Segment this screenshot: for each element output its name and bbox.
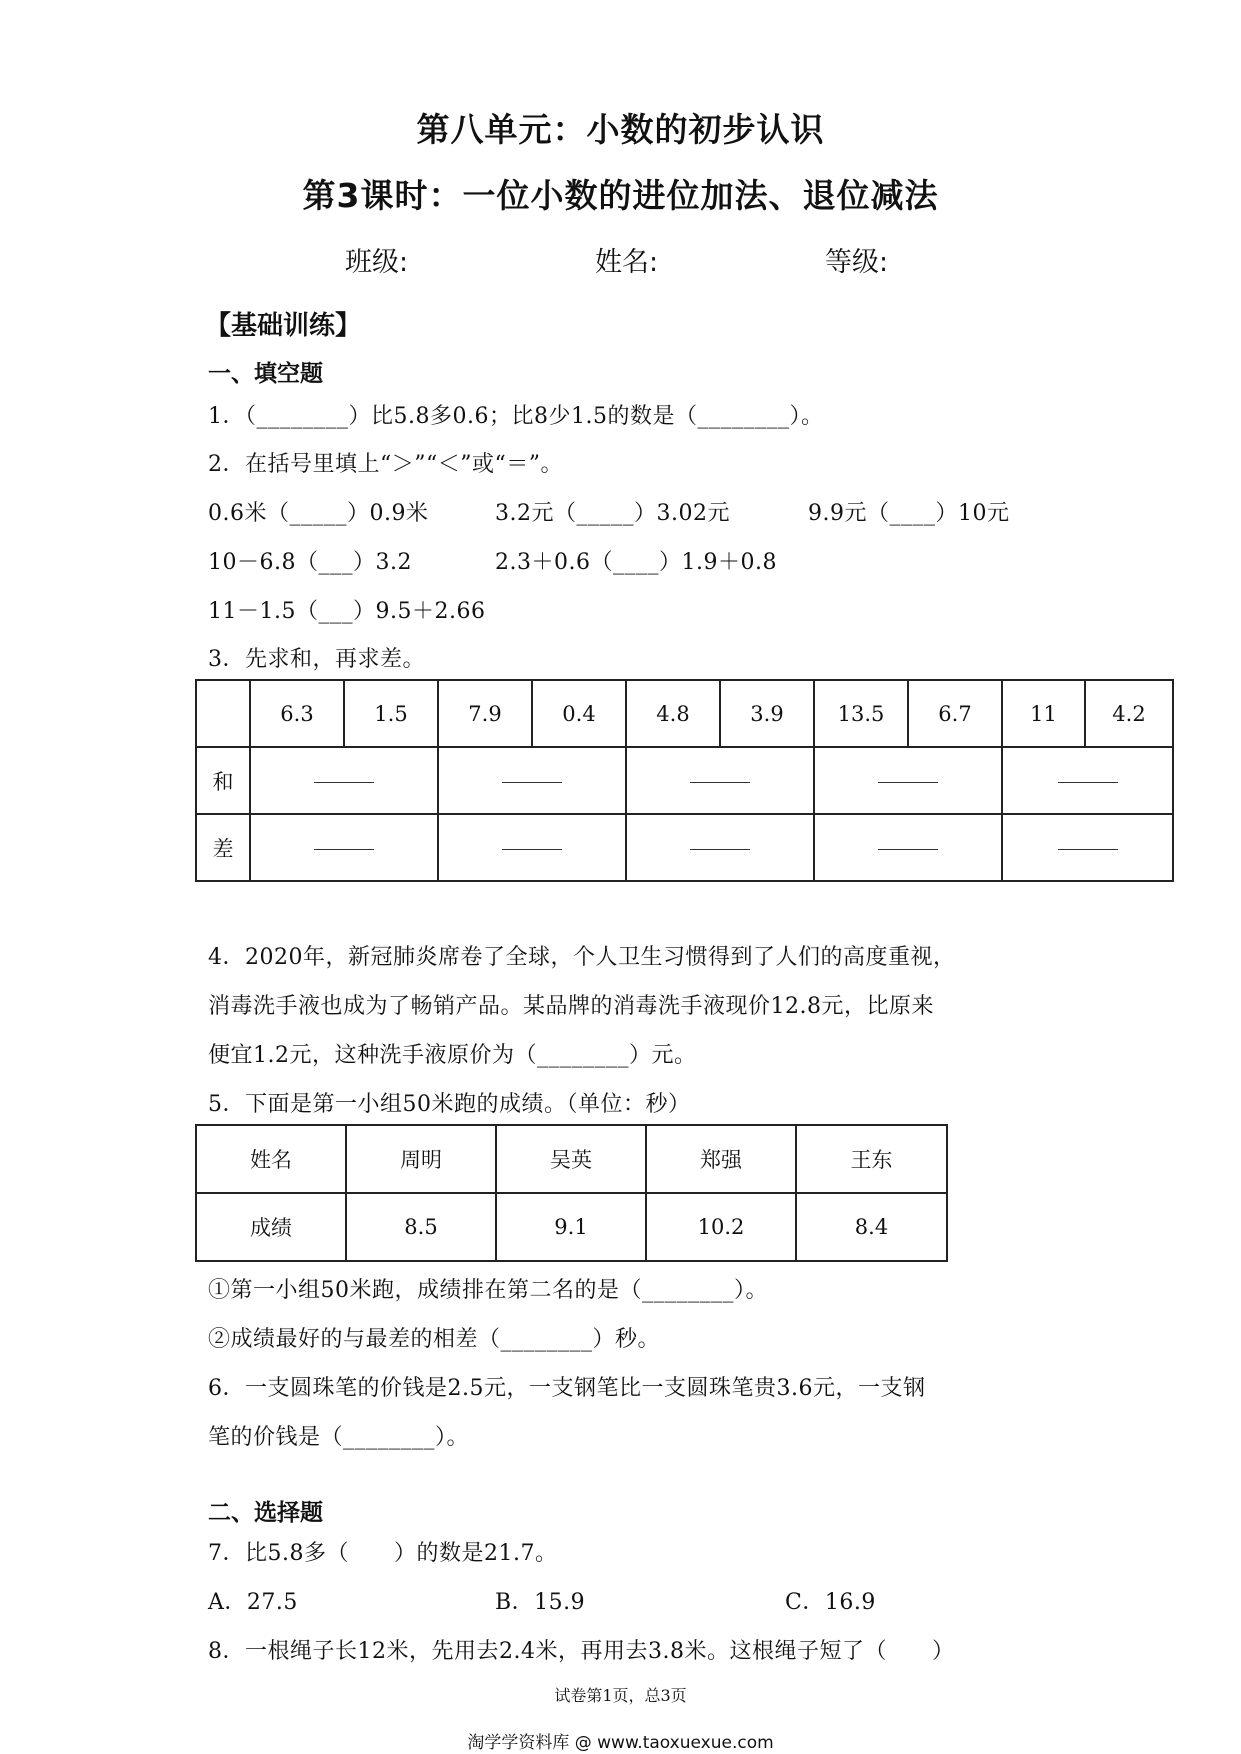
lesson-title: 第3课时：一位小数的进位加法、退位减法 <box>302 176 939 215</box>
question-5-sub-2: ②成绩最好的与最差的相差（________）秒。 <box>208 1327 661 1352</box>
answer-blank <box>502 849 562 850</box>
row-label-score: 成绩 <box>196 1193 346 1261</box>
compare-item-5: 2.3＋0.6（____）1.9＋0.8 <box>495 550 777 575</box>
compare-item-4: 10－6.8（___）3.2 <box>208 550 412 575</box>
header-cell-name: 姓名 <box>196 1125 346 1193</box>
page-title: 第八单元：小数的初步认识 <box>416 110 825 149</box>
number-cell: 11 <box>1002 680 1085 747</box>
score-cell: 8.5 <box>346 1193 496 1261</box>
answer-blank <box>690 849 750 850</box>
table-corner-cell <box>196 680 250 747</box>
score-cell: 8.4 <box>796 1193 947 1261</box>
number-cell: 0.4 <box>532 680 626 747</box>
number-cell: 4.8 <box>626 680 720 747</box>
option-a[interactable]: A．27.5 <box>208 1590 298 1615</box>
sum-label: 和 <box>196 747 250 814</box>
answer-blank <box>1058 782 1118 783</box>
sum-answer-cell[interactable] <box>438 747 626 814</box>
difference-answer-cell[interactable] <box>1002 814 1173 881</box>
running-results-table <box>195 1124 948 1262</box>
number-cell: 1.5 <box>344 680 438 747</box>
header-cell: 周明 <box>346 1125 496 1193</box>
question-4-line-2: 消毒洗手液也成为了畅销产品。某品牌的消毒洗手液现价12.8元，比原来 <box>208 994 934 1019</box>
compare-item-6: 11－1.5（___）9.5＋2.66 <box>208 599 486 624</box>
question-4-line-1: 4．2020年，新冠肺炎席卷了全球，个人卫生习惯得到了人们的高度重视， <box>208 945 956 970</box>
number-cell: 7.9 <box>438 680 532 747</box>
answer-blank <box>878 849 938 850</box>
question-6-line-1: 6．一支圆珠笔的价钱是2.5元，一支钢笔比一支圆珠笔贵3.6元，一支钢 <box>208 1376 926 1401</box>
answer-blank <box>690 782 750 783</box>
sum-answer-cell[interactable] <box>814 747 1002 814</box>
option-b[interactable]: B．15.9 <box>495 1590 586 1615</box>
part1-title: 一、填空题 <box>208 361 323 387</box>
compare-item-3: 9.9元（____）10元 <box>808 501 1010 526</box>
question-8: 8．一根绳子长12米，先用去2.4米，再用去3.8米。这根绳子短了（ ） <box>208 1639 955 1664</box>
difference-answer-cell[interactable] <box>438 814 626 881</box>
grade-label: 等级: <box>825 247 889 278</box>
class-label: 班级: <box>345 247 409 278</box>
section-basic-training: 【基础训练】 <box>205 311 362 341</box>
number-cell: 3.9 <box>720 680 814 747</box>
number-cell: 13.5 <box>814 680 908 747</box>
sum-difference-table <box>195 679 1174 882</box>
number-cell: 6.3 <box>250 680 344 747</box>
compare-item-1: 0.6米（_____）0.9米 <box>208 501 429 526</box>
watermark: 淘学学资料库 @ www.taoxuexue.com <box>467 1733 774 1753</box>
difference-answer-cell[interactable] <box>814 814 1002 881</box>
question-5-sub-1: ①第一小组50米跑，成绩排在第二名的是（________）。 <box>208 1278 768 1303</box>
question-6-line-2: 笔的价钱是（________）。 <box>208 1425 470 1450</box>
answer-blank <box>502 782 562 783</box>
page-footer: 试卷第1页，总3页 <box>554 1686 687 1705</box>
difference-answer-cell[interactable] <box>250 814 438 881</box>
option-c[interactable]: C．16.9 <box>785 1590 876 1615</box>
sum-answer-cell[interactable] <box>1002 747 1173 814</box>
number-cell: 4.2 <box>1085 680 1173 747</box>
number-cell: 6.7 <box>908 680 1002 747</box>
question-2: 2．在括号里填上“＞”“＜”或“＝”。 <box>208 452 563 477</box>
question-5: 5．下面是第一小组50米跑的成绩。（单位：秒） <box>208 1092 691 1117</box>
question-1: 1．（________）比5.8多0.6；比8少1.5的数是（________）。 <box>208 404 824 429</box>
part2-title: 二、选择题 <box>208 1500 323 1526</box>
header-cell: 吴英 <box>496 1125 646 1193</box>
question-3: 3．先求和，再求差。 <box>208 647 425 672</box>
score-cell: 9.1 <box>496 1193 646 1261</box>
answer-blank <box>878 782 938 783</box>
sum-answer-cell[interactable] <box>250 747 438 814</box>
answer-blank <box>1058 849 1118 850</box>
score-cell: 10.2 <box>646 1193 796 1261</box>
header-cell: 王东 <box>796 1125 947 1193</box>
difference-label: 差 <box>196 814 250 881</box>
header-cell: 郑强 <box>646 1125 796 1193</box>
name-label: 姓名: <box>595 247 659 278</box>
compare-item-2: 3.2元（_____）3.02元 <box>495 501 730 526</box>
question-7: 7．比5.8多（ ）的数是21.7。 <box>208 1541 558 1566</box>
answer-blank <box>314 849 374 850</box>
difference-answer-cell[interactable] <box>626 814 814 881</box>
answer-blank <box>314 782 374 783</box>
question-4-line-3: 便宜1.2元，这种洗手液原价为（________）元。 <box>208 1043 697 1068</box>
sum-answer-cell[interactable] <box>626 747 814 814</box>
